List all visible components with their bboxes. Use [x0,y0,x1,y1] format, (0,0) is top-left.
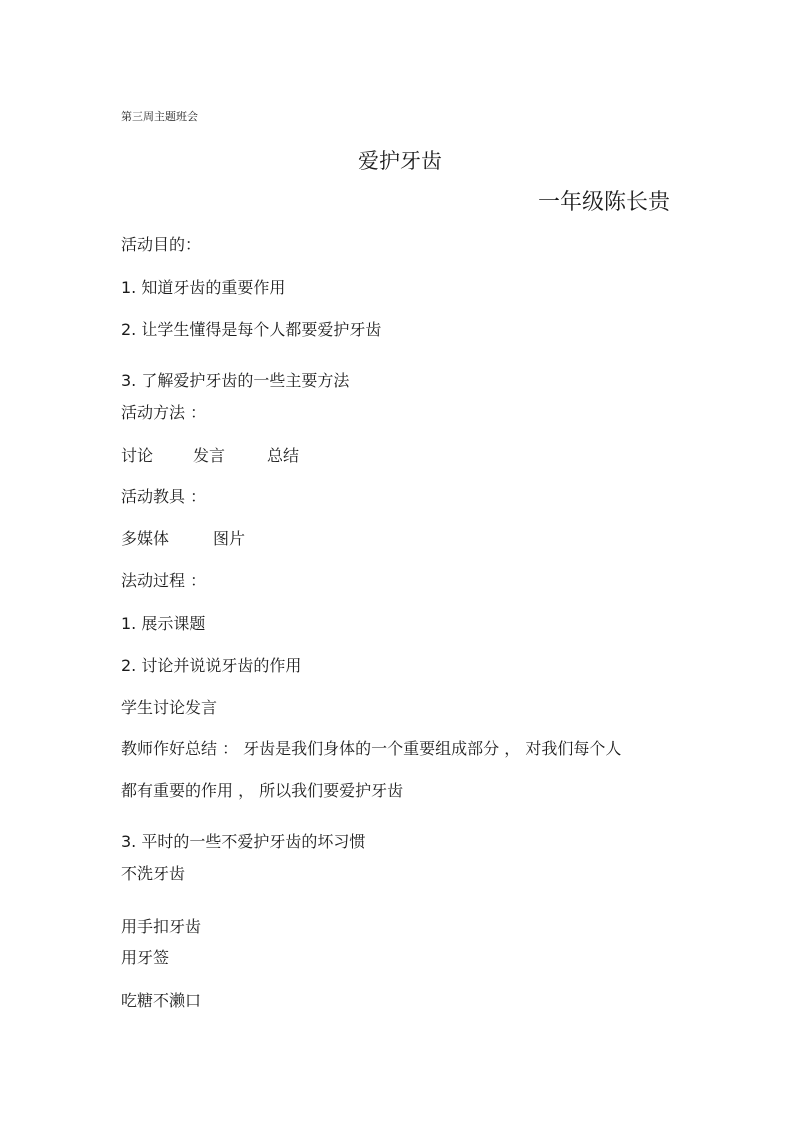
habit-item-2: 用手扣牙齿 [121,917,202,936]
teacher-summary-line-2: 都有重要的作用 ， 所以我们要爱护牙齿 [121,781,404,800]
purpose-item-1: 1. 知道牙齿的重要作用 [121,278,286,297]
tool-item-pictures: 图片 [213,529,246,548]
process-item-3: 3. 平时的一些不爱护牙齿的坏习惯 [121,832,366,851]
method-item-discuss: 讨论 [121,446,154,465]
process-item-2: 2. 讨论并说说牙齿的作用 [121,656,302,675]
method-heading: 活动方法 ： [121,403,207,422]
tools-list [121,529,245,549]
process-item-1: 1. 展示课题 [121,614,206,633]
student-discussion: 学生讨论发言 [121,698,218,717]
purpose-heading: 活动目的： [121,235,202,254]
method-item-summary: 总结 [267,446,300,465]
author-line: 一年级陈长贵 [537,190,670,215]
purpose-item-2: 2. 让学生懂得是每个人都要爱护牙齿 [121,320,382,339]
tool-item-multimedia: 多媒体 [121,529,170,548]
habit-item-4: 吃糖不濑口 [121,991,202,1010]
teacher-summary-line-1: 教师作好总结 ： 牙齿是我们身体的一个重要组成部分 ， 对我们每个人 [121,739,622,758]
process-heading: 法动过程 ： [121,571,207,590]
tools-heading: 活动教具 ： [121,487,207,506]
habit-item-3: 用牙签 [121,948,170,967]
page-title: 爱护牙齿 [358,149,442,173]
method-list [121,446,299,466]
purpose-item-3: 3. 了解爱护牙齿的一些主要方法 [121,371,350,390]
meeting-subtitle: 第三周主题班会 [121,110,198,123]
habit-item-1: 不洗牙齿 [121,864,186,883]
method-item-speak: 发言 [193,446,226,465]
